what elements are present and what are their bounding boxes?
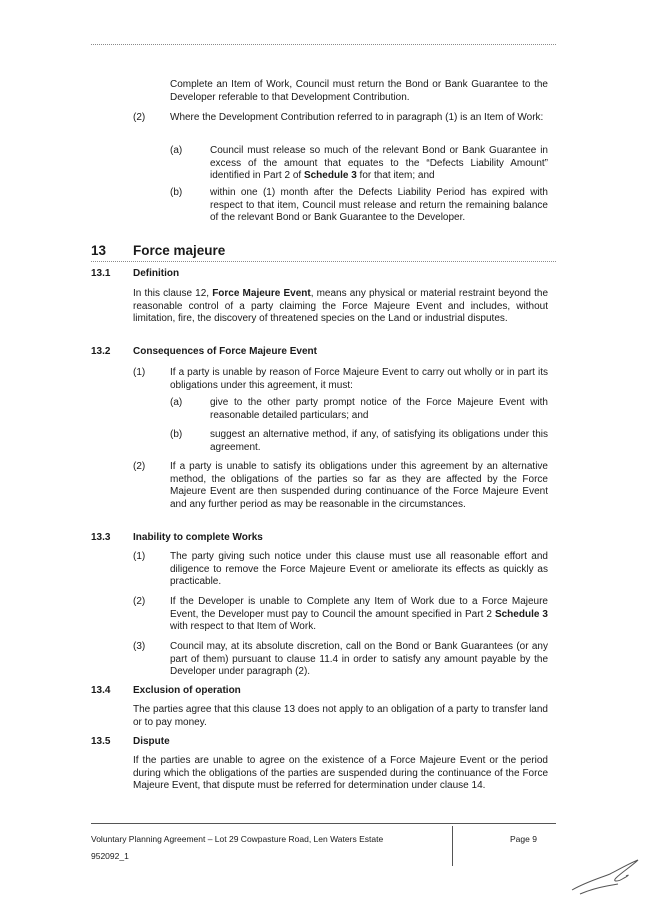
clause-number: 13.2 bbox=[91, 346, 111, 357]
para-number: (2) bbox=[133, 112, 146, 123]
clause-title: Consequences of Force Majeure Event bbox=[133, 346, 317, 357]
signature-initials bbox=[566, 852, 646, 903]
para-number: (1) bbox=[133, 551, 146, 562]
clause-text: The parties agree that this clause 13 does not apply to an obligation of a party to transfer land or to pay money. bbox=[133, 704, 548, 728]
subpara-number: (b) bbox=[170, 429, 183, 440]
subpara-text: give to the other party prompt notice of the Force Majeure Event with reasonable detailed particulars; and bbox=[210, 397, 548, 421]
paragraph-text: If a party is unable to satisfy its obligations under this agreement by an alternative method, the obligations of the parties so far as they are affected by the Force Majeure Event are then suspended during continuance of the Force Majeure Event and any further period as may be reasonable in the circumstances. bbox=[170, 461, 548, 510]
para-number: (2) bbox=[133, 461, 146, 472]
clause-title: Exclusion of operation bbox=[133, 685, 241, 696]
section-number: 13 bbox=[91, 243, 107, 258]
section-title: Force majeure bbox=[133, 243, 226, 258]
subpara-number: (a) bbox=[170, 397, 183, 408]
paragraph-text: The party giving such notice under this clause must use all reasonable effort and diligence to remove the Force Majeure Event or ameliorate its effects as quickly as practicable. bbox=[170, 551, 548, 588]
paragraph-text: If the Developer is unable to Complete any Item of Work due to a Force Majeure Event, the Developer must pay to Council the amount specified in Part 2 Schedule 3 with respect to that Item of Work. bbox=[170, 596, 548, 633]
subpara-text: within one (1) month after the Defects Liability Period has expired with respect to that item, Council must release and return the remaining balance of the relevant Bond or Bank Guarantee to the Developer. bbox=[210, 187, 548, 224]
intro-paragraph: Complete an Item of Work, Council must return the Bond or Bank Guarantee to the Developer referable to that Development Contribution. bbox=[170, 79, 548, 103]
para-number: (2) bbox=[133, 596, 146, 607]
clause-number: 13.4 bbox=[91, 685, 111, 696]
subpara-text: suggest an alternative method, if any, of satisfying its obligations under this agreement. bbox=[210, 429, 548, 453]
footer-rule bbox=[91, 823, 556, 824]
subpara-number: (b) bbox=[170, 187, 183, 198]
clause-text: If the parties are unable to agree on the existence of a Force Majeure Event or the period during which the obligations of the parties are suspended during the continuance of the Force Majeure Event, that dispute must be referred for determination under clause 14. bbox=[133, 755, 548, 792]
subpara-number: (a) bbox=[170, 145, 183, 156]
paragraph-text: Where the Development Contribution referred to in paragraph (1) is an Item of Work: bbox=[170, 112, 544, 123]
para-number: (3) bbox=[133, 641, 146, 652]
paragraph-text: Council may, at its absolute discretion, call on the Bond or Bank Guarantees (or any part of them) pursuant to clause 11.4 in order to satisfy any amount payable by the Developer under paragraph (2). bbox=[170, 641, 548, 678]
clause-title: Inability to complete Works bbox=[133, 532, 263, 543]
page-number: Page 9 bbox=[510, 834, 537, 844]
clause-number: 13.5 bbox=[91, 736, 111, 747]
footer-title: Voluntary Planning Agreement – Lot 29 Cowpasture Road, Len Waters Estate bbox=[91, 834, 384, 844]
clause-number: 13.1 bbox=[91, 268, 111, 279]
subpara-text: Council must release so much of the relevant Bond or Bank Guarantee in excess of the amount that equates to the “Defects Liability Amount” identified in Part 2 of Schedule 3 for that item; and bbox=[210, 145, 548, 182]
footer-doc-id: 952092_1 bbox=[91, 851, 129, 861]
section-rule bbox=[91, 261, 556, 262]
clause-text: In this clause 12, Force Majeure Event, means any physical or material restraint beyond the reasonable control of a party claiming the Force Majeure Event and includes, without limitation, fire, the discovery of threatened species on the Land or industrial disputes. bbox=[133, 288, 549, 325]
header-rule bbox=[91, 44, 556, 45]
footer-divider bbox=[452, 826, 453, 866]
paragraph-text: If a party is unable by reason of Force Majeure Event to carry out wholly or in part its obligations under this agreement, it must: bbox=[170, 367, 548, 391]
clause-number: 13.3 bbox=[91, 532, 111, 543]
para-number: (1) bbox=[133, 367, 146, 378]
clause-title: Dispute bbox=[133, 736, 170, 747]
clause-title: Definition bbox=[133, 268, 180, 279]
